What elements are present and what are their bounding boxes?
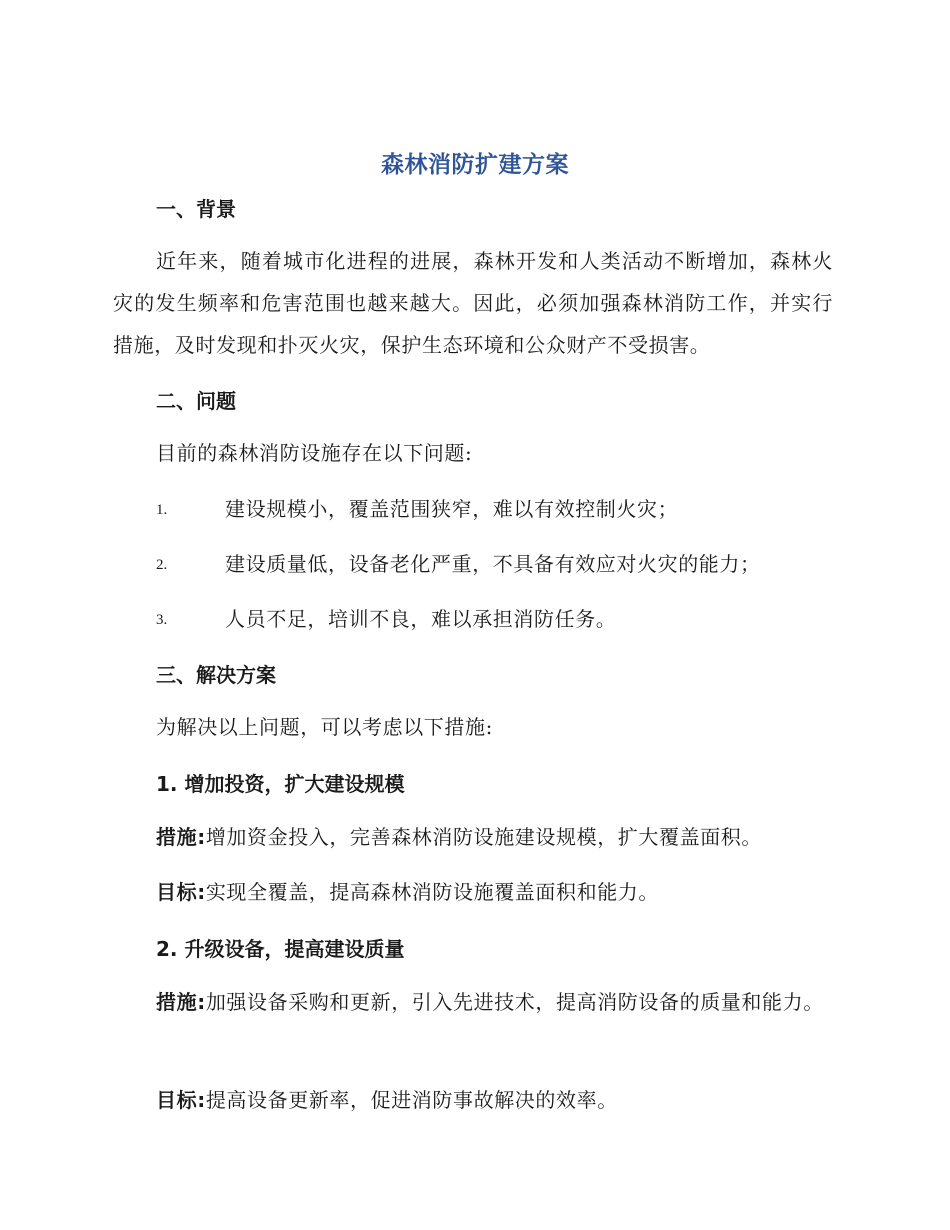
goal-label: 目标: — [156, 1088, 206, 1112]
measure-line — [113, 816, 833, 858]
list-item-text: 建设规模小，覆盖范围狭窄，难以有效控制火灾； — [225, 497, 679, 521]
document-title: 森林消防扩建方案 — [381, 152, 569, 178]
measure-line — [113, 981, 833, 1023]
list-item-text: 建设质量低，设备老化严重，不具备有效应对火灾的能力； — [225, 552, 761, 576]
measure-label: 措施: — [156, 825, 206, 849]
measure-label: 措施: — [156, 990, 206, 1014]
goal-text: 实现全覆盖，提高森林消防设施覆盖面积和能力。 — [205, 880, 660, 904]
measure-title: 1. 增加投资，扩大建设规模 — [156, 772, 405, 796]
list-item-number: 3. — [156, 612, 168, 628]
goal-text: 提高设备更新率，促进消防事故解决的效率。 — [205, 1088, 618, 1112]
goal-line — [113, 871, 833, 913]
list-item-text: 人员不足，培训不良，难以承担消防任务。 — [225, 607, 617, 631]
measure-text: 增加资金投入，完善森林消防设施建设规模，扩大覆盖面积。 — [205, 825, 763, 849]
problems-intro: 目前的森林消防设施存在以下问题: — [156, 441, 473, 465]
list-item-number: 1. — [156, 502, 168, 518]
measure-title: 2. 升级设备，提高建设质量 — [156, 937, 405, 961]
background-paragraph: 近年来，随着城市化进程的进展，森林开发和人类活动不断增加，森林火灾的发生频率和危害范围也越来越大。因此，必须加强森林消防工作，并实行措施，及时发现和扑灭火灾，保护生态环境和公众财产不受损害。 — [113, 249, 833, 357]
section-heading-problems: 二、问题 — [156, 389, 236, 413]
goal-label: 目标: — [156, 880, 206, 904]
section-heading-solutions: 三、解决方案 — [156, 663, 276, 687]
measure-text: 加强设备采购和更新，引入先进技术，提高消防设备的质量和能力。 — [205, 990, 824, 1014]
section-heading-background: 一、背景 — [156, 197, 236, 221]
solutions-intro: 为解决以上问题，可以考虑以下措施: — [156, 715, 493, 739]
list-item-number: 2. — [156, 557, 168, 573]
goal-line — [113, 1079, 833, 1121]
